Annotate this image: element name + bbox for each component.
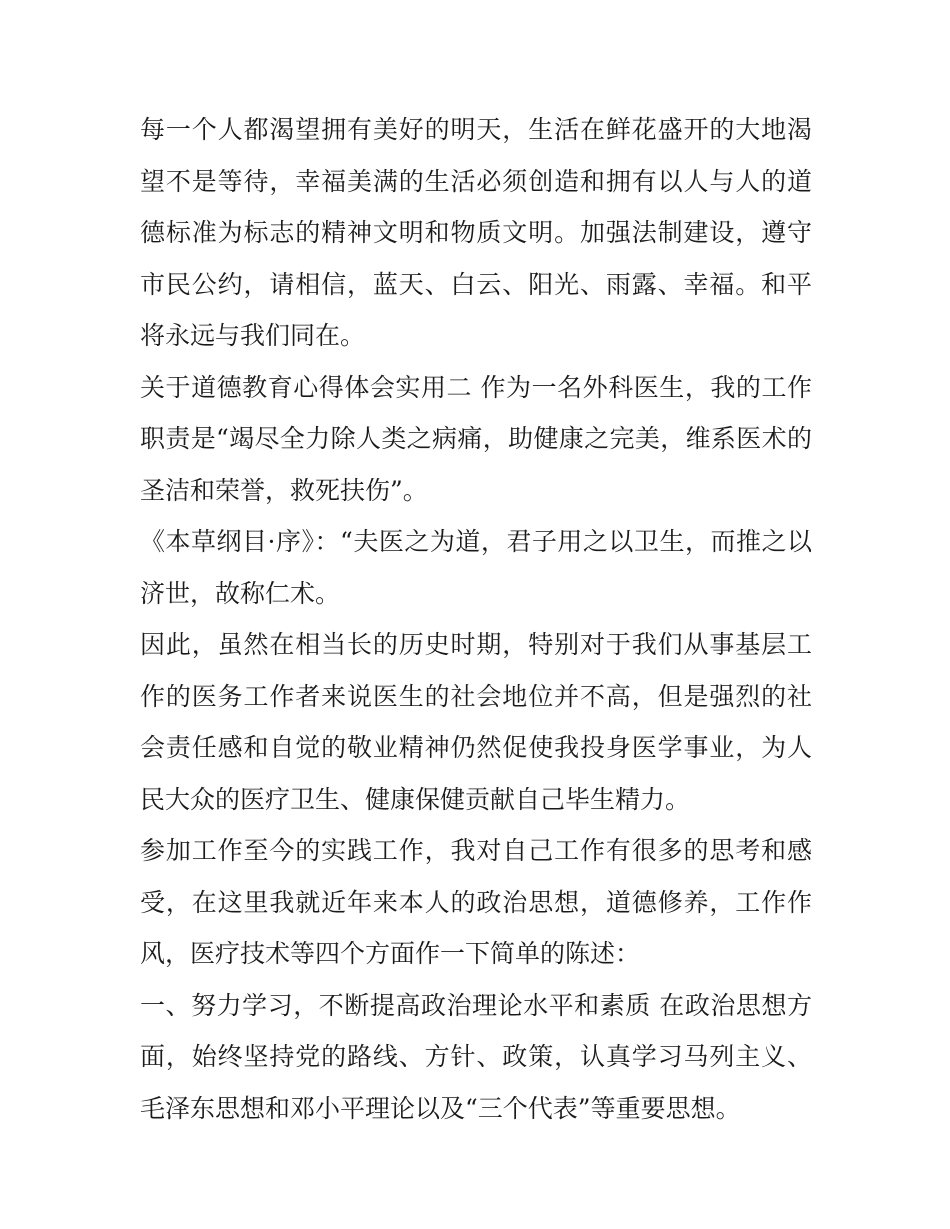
document-body [140,104,812,1134]
paragraph-6: 一、努力学习，不断提高政治理论水平和素质 在政治思想方面，始终坚持党的路线、方针、政策，认真学习马列主义、毛泽东思想和邓小平理论以及“三个代表”等重要思想。 [140,990,812,1123]
paragraph-1: 每一个人都渴望拥有美好的明天，生活在鲜花盛开的大地渴望不是等待，幸福美满的生活必须创造和拥有以人与人的道德标准为标志的精神文明和物质文明。加强法制建设，遵守市民公约，请相信，蓝天、白云、阳光、雨露、幸福。和平将永远与我们同在。 [140,115,812,350]
paragraph-2: 关于道德教育心得体会实用二 作为一名外科医生，我的工作职责是“竭尽全力除人类之病痛，助健康之完美，维系医术的圣洁和荣誉，救死扶伤”。 [140,372,812,505]
paragraph-3: 《本草纲目·序》：“夫医之为道，君子用之以卫生，而推之以济世，故称仁术。 [140,527,812,608]
paragraph-4: 因此，虽然在相当长的历史时期，特别对于我们从事基层工作的医务工作者来说医生的社会地位并不高，但是强烈的社会责任感和自觉的敬业精神仍然促使我投身医学事业，为人民大众的医疗卫生、健康保健贡献自己毕生精力。 [140,630,812,814]
paragraph-5: 参加工作至今的实践工作，我对自己工作有很多的思考和感受，在这里我就近年来本人的政治思想，道德修养，工作作风，医疗技术等四个方面作一下简单的陈述： [140,836,812,968]
